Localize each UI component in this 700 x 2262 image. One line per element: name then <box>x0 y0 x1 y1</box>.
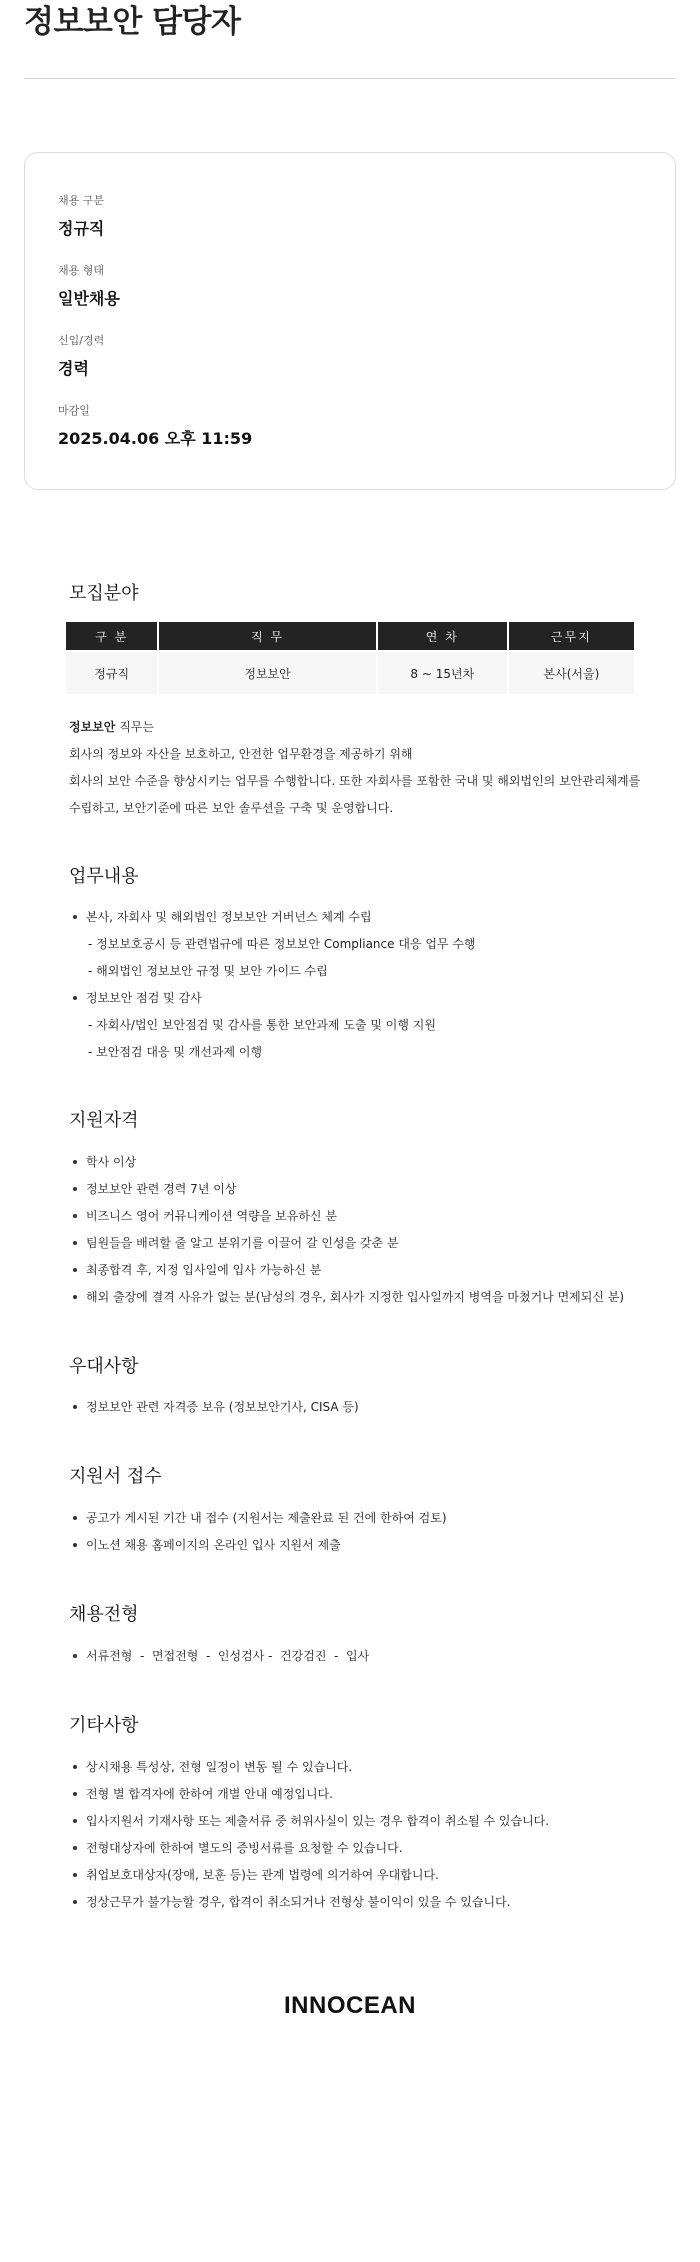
summary-employment-category <box>58 193 104 241</box>
bullet-dot-icon <box>73 1295 77 1299</box>
list-item-text: 정상근무가 불가능할 경우, 합격이 취소되거나 전형상 불이익이 있을 수 있습니다. <box>86 1895 511 1909</box>
list-item <box>73 1866 439 1884</box>
bullet-dot-icon <box>73 1268 77 1272</box>
table-cell: 정보보안 <box>159 652 375 694</box>
job-intro-rest: 직무는 <box>115 720 154 734</box>
list-subitem: - 해외법인 정보보안 규정 및 보안 가이드 수립 <box>88 964 328 978</box>
list-item <box>73 1647 369 1665</box>
bullet-dot-icon <box>73 915 77 919</box>
bullet-dot-icon <box>73 1819 77 1823</box>
title-divider <box>24 78 676 79</box>
table-header-cell: 구 분 <box>66 622 157 650</box>
summary-value: 경력 <box>58 359 89 378</box>
list-item-text: 해외 출장에 결격 사유가 없는 분(남성의 경우, 회사가 지정한 입사일까지 병역을 마쳤거나 면제되신 분) <box>86 1290 625 1304</box>
list-item-text: 팀원들을 배려할 줄 알고 분위기를 이끌어 갈 인성을 갖춘 분 <box>86 1236 399 1250</box>
list-item-text: 학사 이상 <box>86 1155 137 1169</box>
summary-value: 일반채용 <box>58 289 120 308</box>
table-cell: 정규직 <box>66 652 157 694</box>
summary-employment-type <box>58 263 120 311</box>
table-cell: 본사(서울) <box>509 652 634 694</box>
bullet-dot-icon <box>73 1846 77 1850</box>
summary-label: 채용 구분 <box>58 194 105 207</box>
list-subitem: - 보안점검 대응 및 개선과제 이행 <box>88 1045 263 1059</box>
list-item <box>73 1839 403 1857</box>
list-subitem: - 정보보호공시 등 관련법규에 따른 정보보안 Compliance 대응 업무 수행 <box>88 937 476 951</box>
section-heading-preferred: 우대사항 <box>69 1356 139 1377</box>
job-intro-bold: 정보보안 <box>69 720 116 734</box>
list-item-text: 입사지원서 기재사항 또는 제출서류 중 허위사실이 있는 경우 합격이 취소될 수 있습니다. <box>86 1814 550 1828</box>
summary-label: 채용 형태 <box>58 264 105 277</box>
list-item-text: 공고가 게시된 기간 내 접수 (지원서는 제출완료 된 건에 한하여 검토) <box>86 1511 447 1525</box>
summary-value: 2025.04.06 오후 11:59 <box>58 429 253 448</box>
bullet-dot-icon <box>73 1900 77 1904</box>
list-item <box>73 1785 333 1803</box>
list-item <box>73 1509 447 1527</box>
summary-label: 신입/경력 <box>58 334 105 347</box>
list-item-text: 취업보호대상자(장애, 보훈 등)는 관계 법령에 의거하여 우대합니다. <box>86 1868 439 1882</box>
job-description-line: 수립하고, 보안기준에 따른 보안 솔루션을 구축 및 운영합니다. <box>69 801 394 815</box>
list-item-text: 상시채용 특성상, 전형 일정이 변동 될 수 있습니다. <box>86 1760 353 1774</box>
job-intro-line <box>69 718 154 736</box>
innocean-logo: INNOCEAN <box>283 1992 416 2019</box>
list-item-text: 정보보안 관련 경력 7년 이상 <box>86 1182 237 1196</box>
bullet-dot-icon <box>73 1792 77 1796</box>
list-item <box>73 1398 359 1416</box>
recruit-field-table <box>64 620 636 696</box>
list-item <box>73 989 202 1007</box>
list-item-text: 정보보안 관련 자격증 보유 (정보보안기사, CISA 등) <box>86 1400 359 1414</box>
bullet-dot-icon <box>73 1160 77 1164</box>
list-item <box>73 1758 352 1776</box>
list-item-text: 정보보안 점검 및 감사 <box>86 991 202 1005</box>
list-item <box>73 1207 337 1225</box>
section-heading-application: 지원서 접수 <box>69 1466 162 1487</box>
summary-value: 정규직 <box>58 219 105 238</box>
list-item-text: 최종합격 후, 지정 입사일에 입사 가능하신 분 <box>86 1263 322 1277</box>
list-item <box>73 1180 236 1198</box>
bullet-dot-icon <box>73 1654 77 1658</box>
list-item <box>73 1261 321 1279</box>
job-description-line: 회사의 정보와 자산을 보호하고, 안전한 업무환경을 제공하기 위해 <box>69 747 413 761</box>
list-item-text: 전형대상자에 한하여 별도의 증빙서류를 요청할 수 있습니다. <box>86 1841 403 1855</box>
table-row <box>66 652 634 694</box>
table-header-cell: 근무지 <box>509 622 634 650</box>
list-subitem: - 자회사/법인 보안점검 및 감사를 통한 보안과제 도출 및 이행 지원 <box>88 1018 436 1032</box>
job-summary-card <box>24 152 676 490</box>
bullet-dot-icon <box>73 1214 77 1218</box>
bullet-dot-icon <box>73 1405 77 1409</box>
bullet-dot-icon <box>73 1187 77 1191</box>
summary-career-level <box>58 333 104 381</box>
list-item-text: 비즈니스 영어 커뮤니케이션 역량을 보유하신 분 <box>86 1209 337 1223</box>
list-item-text: 서류전형 - 면접전형 - 인성검사 - 건강검진 - 입사 <box>86 1649 370 1663</box>
list-item <box>73 1288 624 1306</box>
list-item <box>73 1153 136 1171</box>
section-heading-process: 채용전형 <box>69 1604 139 1625</box>
list-item <box>73 1893 511 1911</box>
table-header-cell: 직 무 <box>159 622 375 650</box>
section-heading-duties: 업무내용 <box>69 866 139 887</box>
bullet-dot-icon <box>73 1516 77 1520</box>
list-item-text: 전형 별 합격자에 한하여 개별 안내 예정입니다. <box>86 1787 333 1801</box>
job-description-line: 회사의 보안 수준을 향상시키는 업무를 수행합니다. 또한 자회사를 포함한 국내 및 해외법인의 보안관리체계를 <box>69 774 641 788</box>
section-heading-recruit-field: 모집분야 <box>69 583 139 604</box>
bullet-dot-icon <box>73 1873 77 1877</box>
bullet-dot-icon <box>73 1241 77 1245</box>
list-item <box>73 1812 549 1830</box>
list-item <box>73 1234 399 1252</box>
summary-deadline <box>58 403 252 451</box>
list-item <box>73 908 372 926</box>
list-item <box>73 1536 341 1554</box>
list-item-text: 이노션 채용 홈페이지의 온라인 입사 지원서 제출 <box>86 1538 341 1552</box>
page-title: 정보보안 담당자 <box>24 4 241 40</box>
section-heading-etc: 기타사항 <box>69 1715 139 1736</box>
table-cell: 8 ~ 15년차 <box>378 652 507 694</box>
summary-label: 마감일 <box>58 404 90 417</box>
table-header-cell: 연 차 <box>378 622 507 650</box>
bullet-dot-icon <box>73 1765 77 1769</box>
section-heading-qualifications: 지원자격 <box>69 1110 139 1131</box>
table-header-row <box>66 622 634 650</box>
list-item-text: 본사, 자회사 및 해외법인 정보보안 거버넌스 체계 수립 <box>86 910 372 924</box>
bullet-dot-icon <box>73 1543 77 1547</box>
bullet-dot-icon <box>73 996 77 1000</box>
